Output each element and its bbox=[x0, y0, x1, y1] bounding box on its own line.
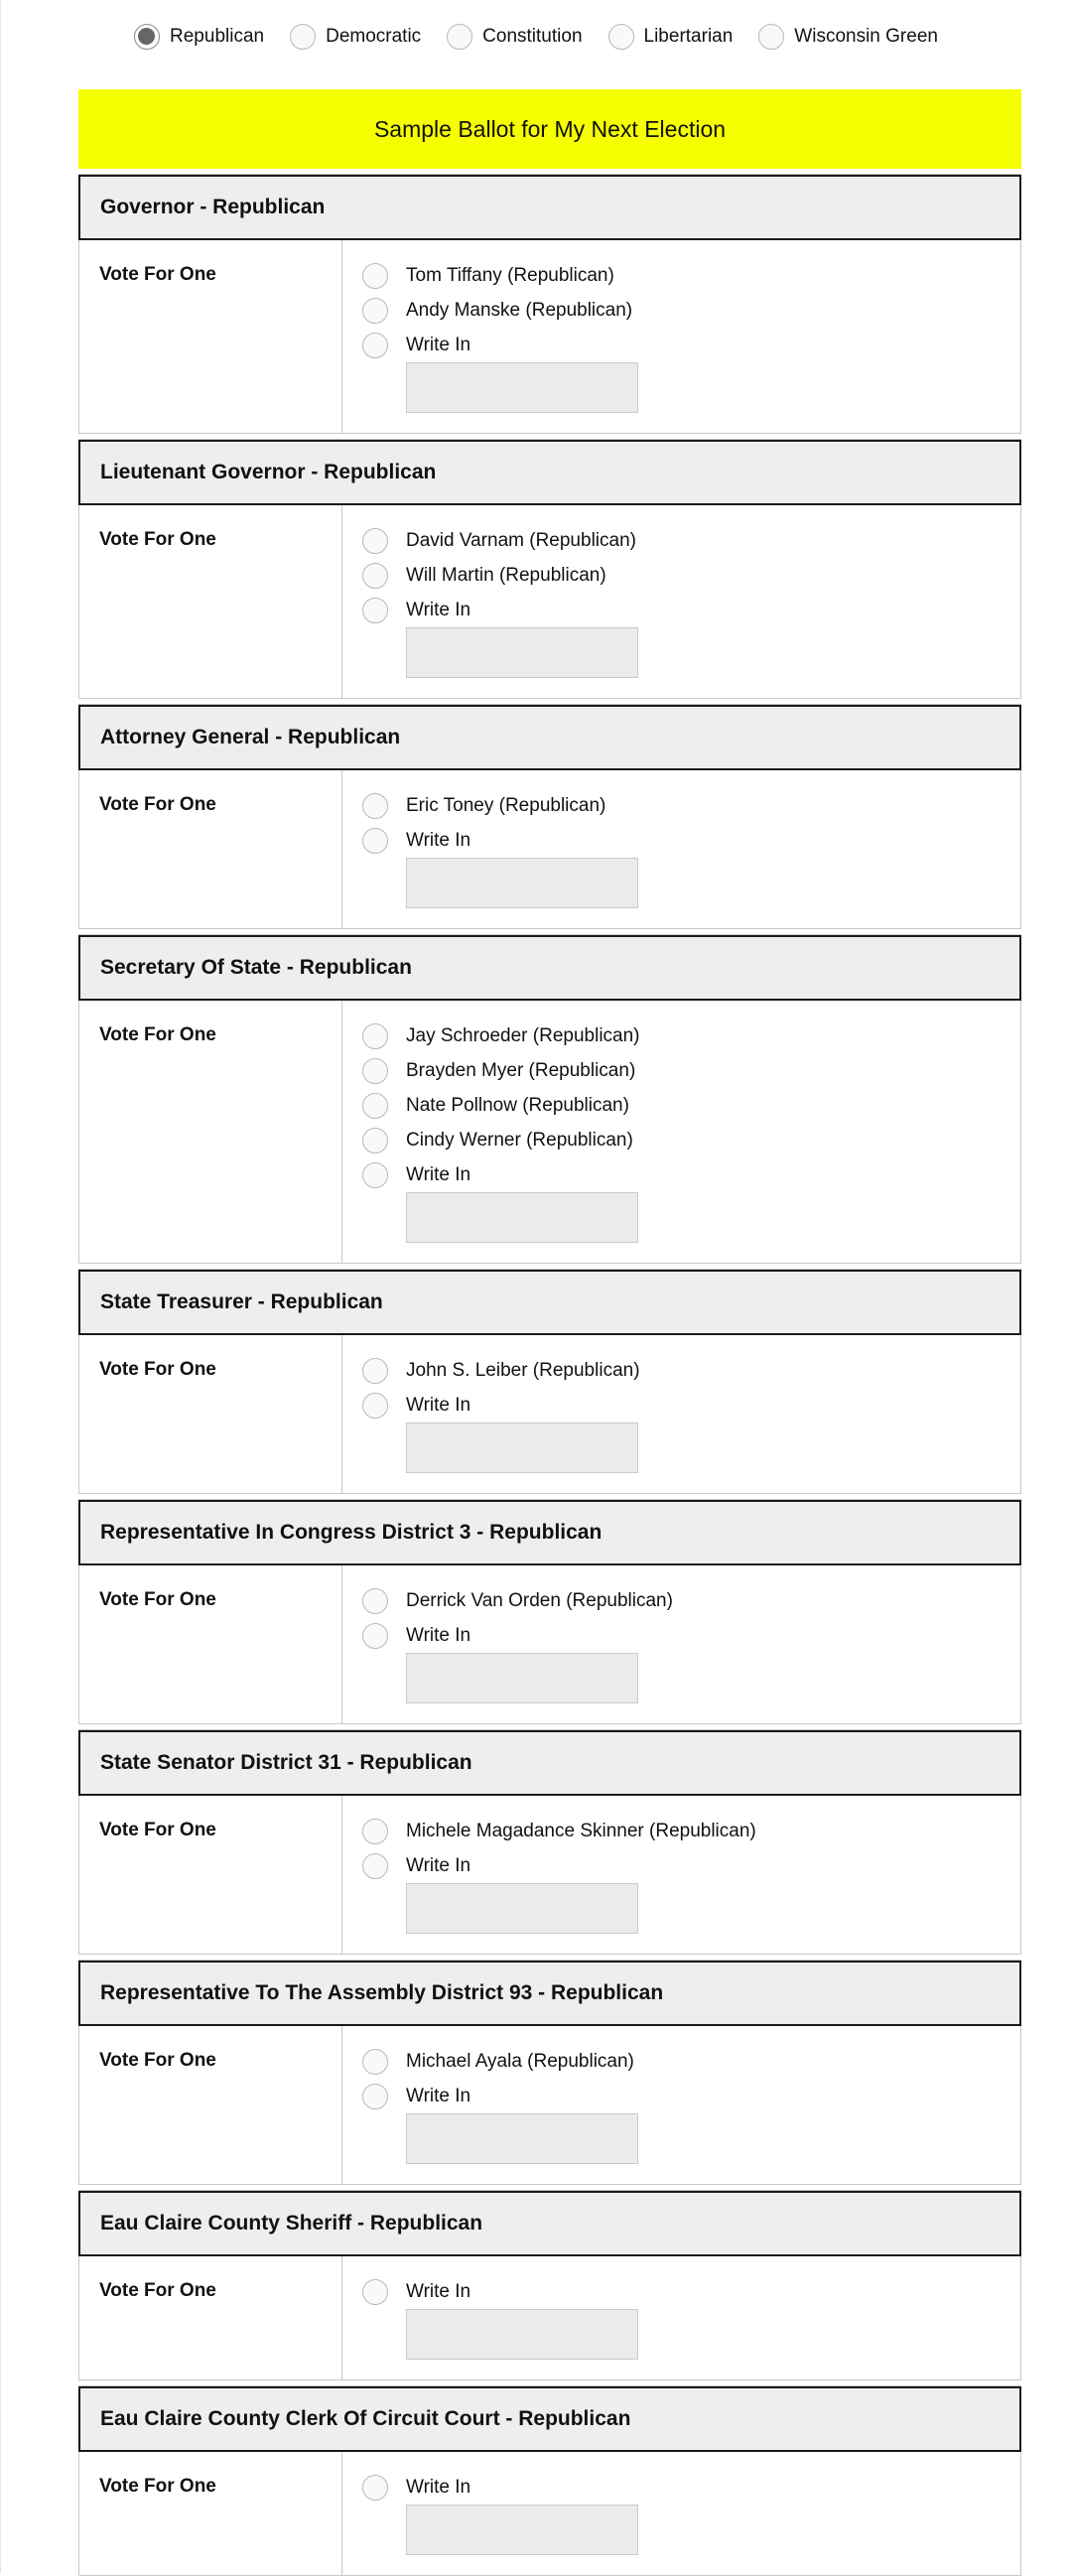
candidate-label: Nate Pollnow (Republican) bbox=[406, 1094, 629, 1116]
party-radio[interactable] bbox=[608, 24, 634, 50]
contest-body bbox=[79, 505, 1020, 698]
candidate-option[interactable] bbox=[362, 558, 1020, 593]
write-in-option[interactable] bbox=[362, 1618, 1020, 1653]
write-in-input[interactable] bbox=[406, 1653, 638, 1703]
party-label: Constitution bbox=[482, 26, 583, 47]
candidate-radio[interactable] bbox=[362, 1819, 388, 1844]
write-in-label: Write In bbox=[406, 1163, 471, 1185]
contest-title: State Senator District 31 - Republican bbox=[78, 1730, 1021, 1796]
contest bbox=[78, 2190, 1021, 2380]
candidate-label: Tom Tiffany (Republican) bbox=[406, 264, 614, 286]
vote-for-label: Vote For One bbox=[79, 2256, 342, 2379]
candidate-option[interactable] bbox=[362, 1088, 1020, 1123]
write-in-label: Write In bbox=[406, 1624, 471, 1646]
party-option-constitution[interactable] bbox=[447, 24, 582, 50]
candidate-radio[interactable] bbox=[362, 563, 388, 589]
candidate-radio[interactable] bbox=[362, 528, 388, 554]
candidate-radio[interactable] bbox=[362, 1023, 388, 1049]
contest bbox=[78, 439, 1021, 699]
choice-list bbox=[342, 240, 1020, 433]
party-option-libertarian[interactable] bbox=[608, 24, 734, 50]
write-in-label: Write In bbox=[406, 829, 471, 851]
write-in-label: Write In bbox=[406, 2476, 471, 2498]
page-edge bbox=[0, 0, 1, 2573]
write-in-option[interactable] bbox=[362, 1388, 1020, 1423]
write-in-label: Write In bbox=[406, 2280, 471, 2302]
candidate-label: Michele Magadance Skinner (Republican) bbox=[406, 1820, 756, 1841]
party-option-republican[interactable] bbox=[134, 24, 264, 50]
contest-body bbox=[79, 1565, 1020, 1723]
write-in-option[interactable] bbox=[362, 2079, 1020, 2113]
contest bbox=[78, 934, 1021, 1264]
write-in-input[interactable] bbox=[406, 2505, 638, 2555]
party-radio[interactable] bbox=[447, 24, 472, 50]
candidate-label: Cindy Werner (Republican) bbox=[406, 1129, 633, 1151]
candidate-label: Brayden Myer (Republican) bbox=[406, 1059, 636, 1081]
write-in-label: Write In bbox=[406, 599, 471, 620]
candidate-radio[interactable] bbox=[362, 298, 388, 324]
write-in-input[interactable] bbox=[406, 627, 638, 678]
choice-list bbox=[342, 2452, 1020, 2575]
write-in-label: Write In bbox=[406, 1854, 471, 1876]
write-in-label: Write In bbox=[406, 334, 471, 355]
contest-title: Representative To The Assembly District 93 - Republican bbox=[78, 1961, 1021, 2026]
candidate-option[interactable] bbox=[362, 1018, 1020, 1053]
contest-title: Representative In Congress District 3 - Republican bbox=[78, 1500, 1021, 1565]
write-in-radio[interactable] bbox=[362, 333, 388, 358]
contest-body bbox=[79, 1335, 1020, 1493]
party-radio[interactable] bbox=[290, 24, 316, 50]
candidate-option[interactable] bbox=[362, 1123, 1020, 1157]
sample-ballot bbox=[78, 89, 1021, 2576]
choice-list bbox=[342, 2256, 1020, 2379]
candidate-option[interactable] bbox=[362, 788, 1020, 823]
party-radio[interactable] bbox=[758, 24, 784, 50]
write-in-input[interactable] bbox=[406, 858, 638, 908]
contest-body bbox=[79, 2026, 1020, 2184]
candidate-radio[interactable] bbox=[362, 1128, 388, 1153]
write-in-label: Write In bbox=[406, 1394, 471, 1416]
candidate-radio[interactable] bbox=[362, 793, 388, 819]
candidate-radio[interactable] bbox=[362, 1358, 388, 1384]
party-radio[interactable] bbox=[134, 24, 160, 50]
contest-title: Eau Claire County Clerk Of Circuit Court - Republican bbox=[78, 2386, 1021, 2452]
write-in-radio[interactable] bbox=[362, 598, 388, 623]
contest bbox=[78, 704, 1021, 929]
write-in-input[interactable] bbox=[406, 2113, 638, 2164]
party-filter bbox=[0, 20, 1072, 54]
candidate-label: Will Martin (Republican) bbox=[406, 564, 606, 586]
party-label: Republican bbox=[170, 26, 265, 47]
party-option-wisconsin-green[interactable] bbox=[758, 24, 938, 50]
ballot-title: Sample Ballot for My Next Election bbox=[78, 89, 1021, 169]
write-in-input[interactable] bbox=[406, 362, 638, 413]
write-in-option[interactable] bbox=[362, 1157, 1020, 1192]
write-in-option[interactable] bbox=[362, 2274, 1020, 2309]
contest-title: Attorney General - Republican bbox=[78, 705, 1021, 770]
contest-list bbox=[78, 174, 1021, 2576]
candidate-label: Eric Toney (Republican) bbox=[406, 794, 606, 816]
contest-body bbox=[79, 770, 1020, 928]
contest-title: Governor - Republican bbox=[78, 175, 1021, 240]
write-in-radio[interactable] bbox=[362, 828, 388, 854]
choice-list bbox=[342, 1796, 1020, 1954]
contest bbox=[78, 174, 1021, 434]
candidate-radio[interactable] bbox=[362, 1588, 388, 1614]
write-in-radio[interactable] bbox=[362, 1393, 388, 1419]
choice-list bbox=[342, 1335, 1020, 1493]
contest bbox=[78, 1269, 1021, 1494]
vote-for-label: Vote For One bbox=[79, 770, 342, 928]
contest-title: Eau Claire County Sheriff - Republican bbox=[78, 2191, 1021, 2256]
contest-body bbox=[79, 240, 1020, 433]
party-label: Wisconsin Green bbox=[794, 26, 938, 47]
candidate-option[interactable] bbox=[362, 1583, 1020, 1618]
contest bbox=[78, 1729, 1021, 1955]
contest-body bbox=[79, 1001, 1020, 1263]
candidate-label: Michael Ayala (Republican) bbox=[406, 2050, 634, 2072]
candidate-option[interactable] bbox=[362, 293, 1020, 328]
candidate-label: Derrick Van Orden (Republican) bbox=[406, 1589, 673, 1611]
write-in-option[interactable] bbox=[362, 1848, 1020, 1883]
candidate-radio[interactable] bbox=[362, 1058, 388, 1084]
write-in-input[interactable] bbox=[406, 1192, 638, 1243]
write-in-input[interactable] bbox=[406, 2309, 638, 2360]
contest bbox=[78, 1960, 1021, 2185]
candidate-option[interactable] bbox=[362, 258, 1020, 293]
write-in-option[interactable] bbox=[362, 593, 1020, 627]
write-in-option[interactable] bbox=[362, 2470, 1020, 2505]
candidate-label: John S. Leiber (Republican) bbox=[406, 1359, 640, 1381]
contest-title: Secretary Of State - Republican bbox=[78, 935, 1021, 1001]
write-in-radio[interactable] bbox=[362, 2475, 388, 2501]
vote-for-label: Vote For One bbox=[79, 1335, 342, 1493]
write-in-radio[interactable] bbox=[362, 1162, 388, 1188]
party-label: Libertarian bbox=[643, 26, 734, 47]
write-in-radio[interactable] bbox=[362, 1853, 388, 1879]
contest bbox=[78, 1499, 1021, 1724]
vote-for-label: Vote For One bbox=[79, 1796, 342, 1954]
candidate-option[interactable] bbox=[362, 1053, 1020, 1088]
contest-title: State Treasurer - Republican bbox=[78, 1270, 1021, 1335]
choice-list bbox=[342, 770, 1020, 928]
choice-list bbox=[342, 1565, 1020, 1723]
write-in-label: Write In bbox=[406, 2085, 471, 2106]
vote-for-label: Vote For One bbox=[79, 2452, 342, 2575]
candidate-label: Andy Manske (Republican) bbox=[406, 299, 633, 321]
party-option-democratic[interactable] bbox=[290, 24, 421, 50]
write-in-radio[interactable] bbox=[362, 2279, 388, 2305]
contest bbox=[78, 2385, 1021, 2576]
write-in-input[interactable] bbox=[406, 1423, 638, 1473]
choice-list bbox=[342, 1001, 1020, 1263]
contest-title: Lieutenant Governor - Republican bbox=[78, 440, 1021, 505]
candidate-option[interactable] bbox=[362, 523, 1020, 558]
candidate-option[interactable] bbox=[362, 2044, 1020, 2079]
candidate-label: Jay Schroeder (Republican) bbox=[406, 1024, 640, 1046]
write-in-option[interactable] bbox=[362, 823, 1020, 858]
candidate-radio[interactable] bbox=[362, 1093, 388, 1119]
write-in-option[interactable] bbox=[362, 328, 1020, 362]
vote-for-label: Vote For One bbox=[79, 2026, 342, 2184]
choice-list bbox=[342, 2026, 1020, 2184]
write-in-input[interactable] bbox=[406, 1883, 638, 1934]
contest-body bbox=[79, 1796, 1020, 1954]
candidate-option[interactable] bbox=[362, 1353, 1020, 1388]
candidate-label: David Varnam (Republican) bbox=[406, 529, 636, 551]
candidate-option[interactable] bbox=[362, 1814, 1020, 1848]
choice-list bbox=[342, 505, 1020, 698]
candidate-radio[interactable] bbox=[362, 2049, 388, 2075]
write-in-radio[interactable] bbox=[362, 2084, 388, 2109]
candidate-radio[interactable] bbox=[362, 263, 388, 289]
contest-body bbox=[79, 2256, 1020, 2379]
vote-for-label: Vote For One bbox=[79, 1565, 342, 1723]
party-label: Democratic bbox=[326, 26, 422, 47]
contest-body bbox=[79, 2452, 1020, 2575]
vote-for-label: Vote For One bbox=[79, 1001, 342, 1263]
vote-for-label: Vote For One bbox=[79, 505, 342, 698]
vote-for-label: Vote For One bbox=[79, 240, 342, 433]
write-in-radio[interactable] bbox=[362, 1623, 388, 1649]
